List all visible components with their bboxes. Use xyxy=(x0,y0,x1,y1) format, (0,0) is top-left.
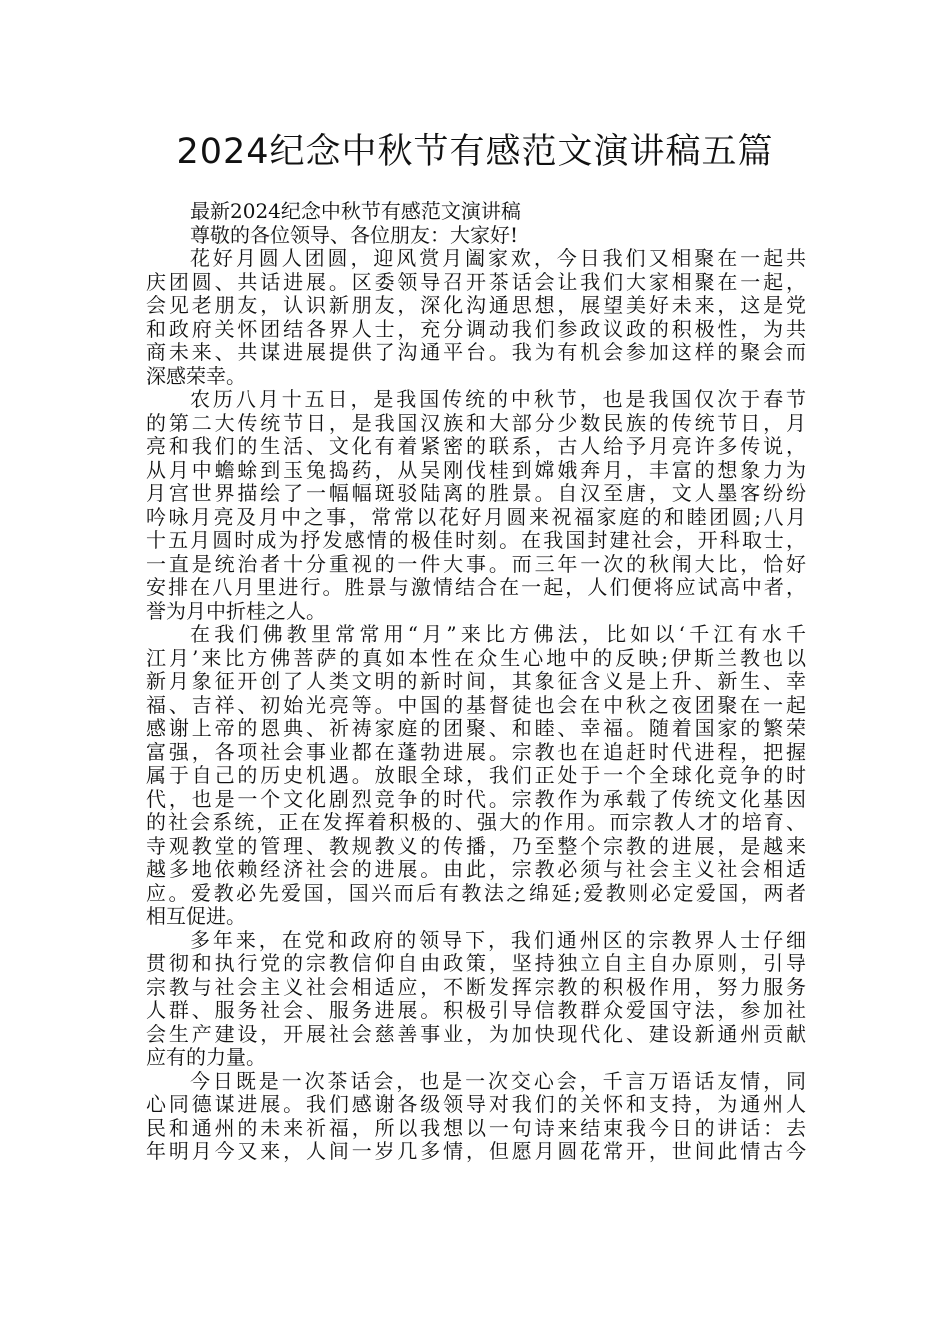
body-line: 宗教与社会主义社会相适应，不断发挥宗教的积极作用，努力服务 xyxy=(146,974,806,999)
body-line: 新月象征开创了人类文明的新时间，其象征含义是上升、新生、幸 xyxy=(146,669,806,693)
body-line: 深感荣幸。 xyxy=(146,363,246,388)
body-line: 心同德谋进展。我们感谢各级领导对我们的关怀和支持，为通州人 xyxy=(146,1092,806,1116)
document-title: 2024纪念中秋节有感范文演讲稿五篇 xyxy=(176,132,774,172)
body-line: 民和通州的未来祈福，所以我想以一句诗来结束我今日的讲话：去 xyxy=(146,1115,806,1140)
body-line: 应有的力量。 xyxy=(146,1045,266,1069)
body-line: 农历八月十五日，是我国传统的中秋节，也是我国仅次于春节 xyxy=(190,387,806,411)
body-line: 十五月圆时成为抒发感情的极佳时刻。在我国封建社会，开科取士， xyxy=(146,528,806,552)
body-line: 的第二大传统节日，是我国汉族和大部分少数民族的传统节日，月 xyxy=(146,410,806,435)
body-line: 会见老朋友，认识新朋友，深化沟通思想，展望美好未来，这是党 xyxy=(146,293,806,317)
body-line: 贯彻和执行党的宗教信仰自由政策，坚持独立自主自办原则，引导 xyxy=(146,951,806,975)
body-line: 越多地依赖经济社会的进展。由此，宗教必须与社会主义社会相适 xyxy=(146,857,806,881)
body-line: 江月’来比方佛菩萨的真如本性在众生心地中的反映;伊斯兰教也以 xyxy=(146,645,806,670)
body-line: 人群、服务社会、服务进展。积极引导信教群众爱国守法，参加社 xyxy=(146,998,806,1022)
body-line: 花好月圆人团圆，迎风赏月阖家欢，今日我们又相聚在一起共 xyxy=(190,246,806,270)
body-line: 富强，各项社会事业都在蓬勃进展。宗教也在追赶时代进程，把握 xyxy=(146,739,806,764)
body-line: 庆团圆、共话进展。区委领导召开茶话会让我们大家相聚在一起， xyxy=(146,269,806,294)
body-line: 多年来，在党和政府的领导下，我们通州区的宗教界人士仔细 xyxy=(190,927,806,952)
body-line: 在我们佛教里常常用“月”来比方佛法，比如以‘千江有水千 xyxy=(190,622,806,646)
body-line: 从月中蟾蜍到玉兔捣药，从吴刚伐桂到嫦娥奔月，丰富的想象力为 xyxy=(146,457,806,482)
body-line: 月宫世界描绘了一幅幅斑驳陆离的胜景。自汉至唐，文人墨客纷纷 xyxy=(146,481,806,505)
body-line: 尊敬的各位领导、各位朋友：大家好! xyxy=(190,222,519,247)
body-line: 属于自己的历史机遇。放眼全球，我们正处于一个全球化竞争的时 xyxy=(146,763,806,787)
body-line: 相互促进。 xyxy=(146,904,246,928)
body-line: 一直是统治者十分重视的一件大事。而三年一次的秋闱大比，恰好 xyxy=(146,551,806,576)
body-line: 代，也是一个文化剧烈竞争的时代。宗教作为承载了传统文化基因 xyxy=(146,786,806,811)
body-line: 的社会系统，正在发挥着积极的、强大的作用。而宗教人才的培育、 xyxy=(146,810,806,834)
body-line: 今日既是一次茶话会，也是一次交心会，千言万语话友情，同 xyxy=(190,1068,806,1093)
body-line: 最新2024纪念中秋节有感范文演讲稿 xyxy=(190,199,521,223)
body-line: 年明月今又来，人间一岁几多情，但愿月圆花常开，世间此情古今 xyxy=(146,1139,806,1163)
body-line: 寺观教堂的管理、教规教义的传播，乃至整个宗教的进展，是越来 xyxy=(146,833,806,858)
document-body xyxy=(146,200,806,1164)
body-line: 应。爱教必先爱国，国兴而后有教法之绵延;爱教则必定爱国，两者 xyxy=(146,880,806,905)
body-line: 誉为月中折桂之人。 xyxy=(146,598,326,623)
body-line: 福、吉祥、初始光亮等。中国的基督徒也会在中秋之夜团聚在一起 xyxy=(146,692,806,717)
body-line: 感谢上帝的恩典、祈祷家庭的团聚、和睦、幸福。随着国家的繁荣 xyxy=(146,716,806,740)
body-line: 商未来、共谋进展提供了沟通平台。我为有机会参加这样的聚会而 xyxy=(146,340,806,364)
body-line: 会生产建设，开展社会慈善事业，为加快现代化、建设新通州贡献 xyxy=(146,1021,806,1046)
body-line: 吟咏月亮及月中之事，常常以花好月圆来祝福家庭的和睦团圆;八月 xyxy=(146,504,806,529)
body-line: 和政府关怀团结各界人士，充分调动我们参政议政的积极性，为共 xyxy=(146,316,806,341)
body-line: 亮和我们的生活、文化有着紧密的联系，古人给予月亮许多传说， xyxy=(146,434,806,458)
body-line: 安排在八月里进行。胜景与激情结合在一起，人们便将应试高中者， xyxy=(146,575,806,599)
